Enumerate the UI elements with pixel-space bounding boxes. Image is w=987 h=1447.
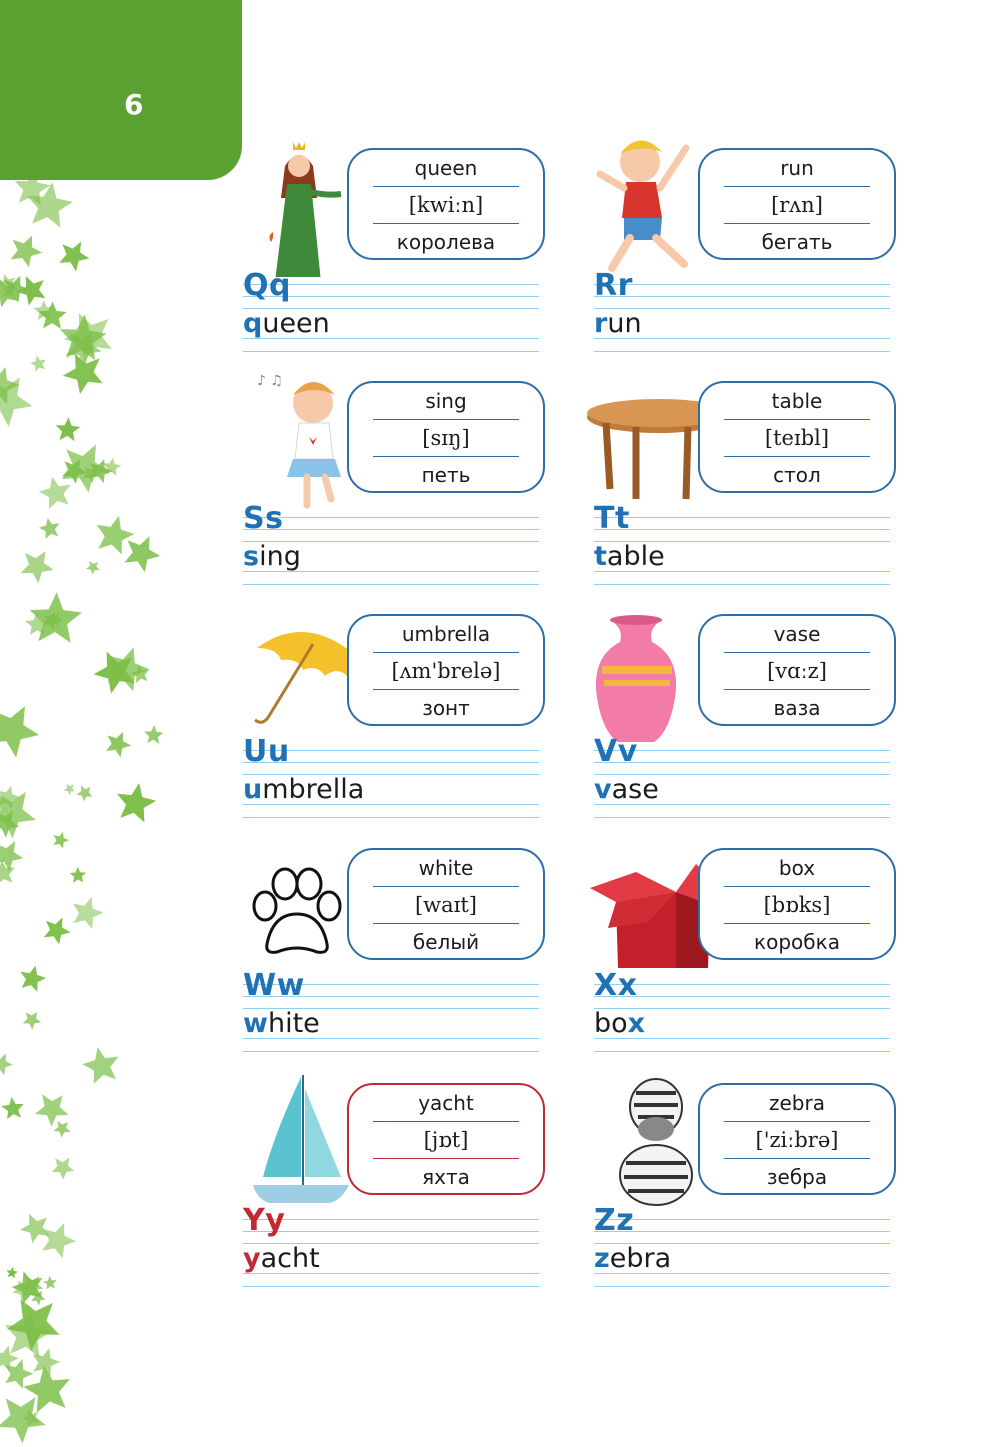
word-bubble [698,614,896,726]
star-icon [52,1158,75,1180]
star-icon [70,867,87,883]
star-icon [53,832,69,849]
star-icon [11,236,42,268]
letter-pair: Zz [594,1203,635,1238]
star-icon [76,786,92,802]
card-run [594,132,894,339]
card-box [594,832,894,1039]
star-icon [6,1267,18,1278]
russian-translation: ваза [773,696,821,720]
letter-pair: Yy [243,1203,286,1238]
english-word: yacht [418,1091,474,1115]
star-icon [106,732,131,758]
transcription: [ʌm'brelə] [391,659,501,683]
star-icon [59,242,89,272]
example-word: white [243,1008,320,1039]
english-word: queen [414,156,478,180]
star-icon [44,918,71,945]
word-bubble [698,148,896,260]
english-word: vase [773,622,821,646]
svg-text:♪ ♫: ♪ ♫ [257,373,283,389]
transcription: [vɑːz] [767,659,827,683]
letter-pair: Xx [594,968,638,1003]
english-word: umbrella [401,622,491,646]
word-bubble [347,848,545,960]
english-word: sing [425,389,467,413]
card-sing [243,365,543,572]
star-icon [1,1097,24,1119]
english-word: zebra [769,1091,825,1115]
card-vase [594,598,894,805]
star-icon [39,518,60,539]
star-icon [117,783,156,822]
star-icon [17,276,46,305]
star-icon [42,1223,76,1258]
word-bubble [347,148,545,260]
star-icon [64,784,76,795]
word-bubble [347,1083,545,1195]
transcription: ['ziːbrə] [755,1128,839,1152]
letter-pair: Rr [594,268,633,303]
star-icon [39,477,71,510]
russian-translation: коробка [754,930,840,954]
star-icon [21,551,54,583]
star-icon [35,1094,69,1126]
page-number-tab [0,0,242,180]
transcription: [rʌn] [771,193,823,217]
letter-pair: Ww [243,968,305,1003]
english-word: box [778,856,816,880]
card-queen [243,132,543,339]
english-word: table [771,389,823,413]
transcription: [sɪŋ] [422,426,470,450]
russian-translation: королева [396,230,496,254]
example-word: zebra [594,1243,672,1274]
english-word: run [780,156,814,180]
russian-translation: яхта [422,1165,470,1189]
transcription: [teɪbl] [764,426,830,450]
russian-translation: зебра [766,1165,828,1189]
example-word: box [594,1008,646,1039]
star-icon [0,706,39,757]
letter-pair: Vv [594,734,638,769]
example-word: run [594,308,642,339]
example-word: queen [243,308,330,339]
transcription: [kwiːn] [408,193,484,217]
star-icon [20,1214,49,1244]
star-icon [125,536,161,572]
page-number: 6 [124,88,144,121]
russian-translation: белый [412,930,480,954]
russian-translation: бегать [761,230,833,254]
transcription: [bɒks] [763,893,831,917]
russian-translation: петь [421,463,471,487]
star-icon [56,417,81,441]
card-white [243,832,543,1039]
word-bubble [698,848,896,960]
english-word: white [418,856,474,880]
word-bubble [347,381,545,493]
card-zebra [594,1067,894,1274]
star-icon [73,897,104,929]
star-icon [53,1121,70,1138]
russian-translation: стол [773,463,821,487]
letter-pair: Uu [243,734,290,769]
example-word: vase [594,774,659,805]
star-icon [23,1012,42,1030]
star-icon [86,561,100,575]
star-icon [82,1047,118,1084]
card-umbrella [243,598,543,805]
star-icon [144,725,163,744]
example-word: table [594,541,665,572]
letter-pair: Qq [243,268,291,303]
letter-pair: Ss [243,501,284,536]
letter-pair: Tt [594,501,630,536]
card-yacht [243,1067,543,1274]
word-bubble [347,614,545,726]
word-bubble [698,381,896,493]
russian-translation: зонт [422,696,470,720]
example-word: yacht [243,1243,320,1274]
transcription: [jɒt] [423,1128,469,1152]
star-icon [0,1053,13,1075]
example-word: sing [243,541,301,572]
card-table [594,365,894,572]
star-icon [20,966,46,992]
stars-decoration [0,180,200,1447]
word-bubble [698,1083,896,1195]
star-icon [30,356,46,372]
example-word: umbrella [243,774,365,805]
transcription: [waɪt] [414,893,478,917]
star-icon [97,516,135,555]
star-icon [43,1276,57,1289]
